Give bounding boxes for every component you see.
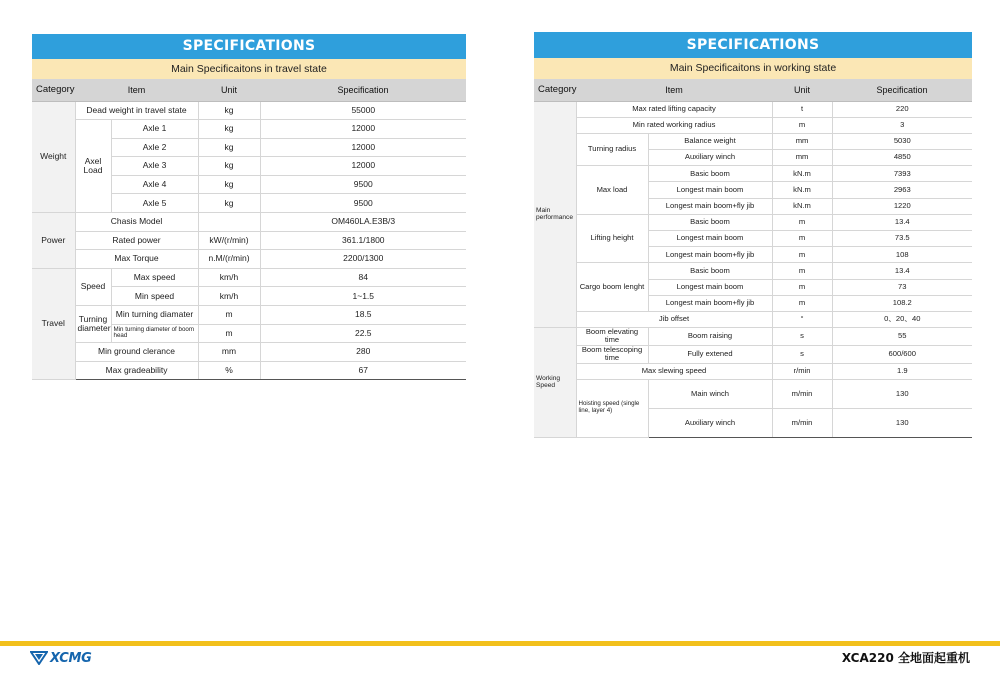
unit-cell: m (772, 247, 832, 263)
spec-value: 55 (832, 328, 972, 346)
model-title: XCA220 全地面起重机 (841, 651, 970, 665)
item-label: Longest main boom+fly jib (648, 247, 772, 263)
subgroup-turning-radius: Turning radius (576, 133, 648, 165)
spec-value: 22.5 (260, 324, 466, 343)
unit-cell: kN.m (772, 198, 832, 214)
unit-cell: t (772, 101, 832, 117)
unit-cell: kW/(r/min) (198, 231, 260, 250)
item-label: Min speed (111, 287, 198, 306)
table-row (32, 213, 466, 232)
table-row (32, 231, 466, 250)
subgroup-speed: Speed (75, 268, 111, 305)
category-main-performance: Main performance (534, 101, 576, 328)
spec-value: 13.4 (832, 214, 972, 230)
subgroup-axel-load: Axel Load (75, 120, 111, 213)
subgroup-cargo-boom-length: Cargo boom lenght (576, 263, 648, 312)
unit-cell: m (772, 263, 832, 279)
item-label: Max slewing speed (576, 363, 772, 379)
spec-value: 18.5 (260, 306, 466, 325)
working-spec-table (534, 79, 972, 438)
table-row (534, 311, 972, 327)
unit-cell: m/min (772, 408, 832, 437)
unit-cell: s (772, 328, 832, 346)
table-row (534, 345, 972, 363)
item-label: Dead weight in travel state (75, 101, 198, 120)
item-label: Boom elevating time (576, 328, 648, 346)
header-unit: Unit (198, 79, 260, 101)
spec-value: 280 (260, 343, 466, 362)
item-label: Axle 3 (111, 157, 198, 176)
category-working-speed: Working Speed (534, 328, 576, 438)
subgroup-turning-diameter: Turning diameter (75, 306, 111, 343)
unit-cell: m (772, 295, 832, 311)
header-item: Item (576, 79, 772, 101)
specifications-banner: SPECIFICATIONS (534, 32, 972, 58)
unit-cell: kg (198, 194, 260, 213)
item-label: Axle 5 (111, 194, 198, 213)
subgroup-lifting-height: Lifting height (576, 214, 648, 263)
item-label: Basic boom (648, 166, 772, 182)
xcmg-logo (30, 650, 92, 666)
unit-cell: km/h (198, 268, 260, 287)
unit-cell: km/h (198, 287, 260, 306)
spec-value: 73 (832, 279, 972, 295)
item-label: Max Torque (75, 250, 198, 269)
spec-value: 12000 (260, 138, 466, 157)
specifications-banner: SPECIFICATIONS (32, 34, 466, 59)
item-label: Max speed (111, 268, 198, 287)
unit-cell: kg (198, 120, 260, 139)
unit-cell: kN.m (772, 166, 832, 182)
unit-cell: m (772, 117, 832, 133)
table-row (32, 343, 466, 362)
item-label: Longest main boom (648, 182, 772, 198)
spec-value: 2200/1300 (260, 250, 466, 269)
unit-cell: m/min (772, 379, 832, 408)
item-label: Longest main boom+fly jib (648, 295, 772, 311)
spec-value: 7393 (832, 166, 972, 182)
unit-cell: m (772, 231, 832, 247)
unit-cell: kg (198, 101, 260, 120)
spec-value: 108.2 (832, 295, 972, 311)
item-label: Max gradeability (75, 361, 198, 380)
unit-cell: kg (198, 175, 260, 194)
header-category: Category (32, 79, 75, 101)
table-row (534, 328, 972, 346)
item-label: Axle 2 (111, 138, 198, 157)
spec-value: 12000 (260, 157, 466, 176)
spec-value: 130 (832, 379, 972, 408)
table-row (534, 101, 972, 117)
spec-value: 73.5 (832, 231, 972, 247)
spec-value: OM460LA.E3B/3 (260, 213, 466, 232)
unit-cell: kg (198, 138, 260, 157)
spec-value: 130 (832, 408, 972, 437)
spec-value: 108 (832, 247, 972, 263)
table-row (534, 133, 972, 149)
item-label: Longest main boom+fly jib (648, 198, 772, 214)
unit-cell: mm (772, 133, 832, 149)
header-specification: Specification (832, 79, 972, 101)
table-header-row (32, 79, 466, 101)
item-label: Max rated lifting capacity (576, 101, 772, 117)
spec-value: 13.4 (832, 263, 972, 279)
working-spec-panel (534, 32, 972, 438)
travel-spec-table (32, 79, 466, 380)
working-state-subtitle: Main Specificaitons in working state (534, 58, 972, 79)
table-row (534, 363, 972, 379)
unit-cell: n.M/(r/min) (198, 250, 260, 269)
unit-cell: m (772, 214, 832, 230)
unit-cell: r/min (772, 363, 832, 379)
item-label: Boom telescoping time (576, 345, 648, 363)
item-sublabel: Boom raising (648, 328, 772, 346)
table-header-row (534, 79, 972, 101)
header-item: Item (75, 79, 198, 101)
item-label: Basic boom (648, 214, 772, 230)
spec-value: 2963 (832, 182, 972, 198)
item-label: Min ground clerance (75, 343, 198, 362)
spec-value: 67 (260, 361, 466, 380)
item-label: Min turning diameter of boom head (111, 324, 198, 343)
item-label: Main winch (648, 379, 772, 408)
item-label: Longest main boom (648, 231, 772, 247)
spec-value: 9500 (260, 175, 466, 194)
spec-value: 0、20、40 (832, 311, 972, 327)
table-row (534, 214, 972, 230)
table-row (32, 120, 466, 139)
table-row (32, 268, 466, 287)
table-row (32, 306, 466, 325)
item-label: Min turning diamater (111, 306, 198, 325)
item-label: Longest main boom (648, 279, 772, 295)
table-row (32, 101, 466, 120)
unit-cell: kg (198, 157, 260, 176)
spec-value: 1.9 (832, 363, 972, 379)
travel-state-subtitle: Main Specificaitons in travel state (32, 59, 466, 79)
travel-spec-panel (32, 34, 466, 380)
spec-value: 84 (260, 268, 466, 287)
item-label: Rated power (75, 231, 198, 250)
table-row (32, 250, 466, 269)
unit-cell: m (772, 279, 832, 295)
item-label: Balance weight (648, 133, 772, 149)
header-unit: Unit (772, 79, 832, 101)
item-label: Auxiliary winch (648, 408, 772, 437)
category-weight: Weight (32, 101, 75, 213)
item-label: Axle 4 (111, 175, 198, 194)
brand-name: XCMG (50, 650, 92, 666)
spec-value: 4850 (832, 150, 972, 166)
unit-cell: ° (772, 311, 832, 327)
header-category: Category (534, 79, 576, 101)
item-label: Jib offset (576, 311, 772, 327)
subgroup-hoisting-speed: Hoisting speed (single line, layer 4) (576, 379, 648, 437)
spec-value: 9500 (260, 194, 466, 213)
spec-value: 600/600 (832, 345, 972, 363)
table-row (534, 166, 972, 182)
unit-cell: m (198, 324, 260, 343)
spec-value: 1~1.5 (260, 287, 466, 306)
item-label: Min rated working radius (576, 117, 772, 133)
item-sublabel: Fully extened (648, 345, 772, 363)
category-power: Power (32, 213, 75, 269)
table-row (32, 361, 466, 380)
table-row (534, 263, 972, 279)
spec-value: 220 (832, 101, 972, 117)
item-label: Axle 1 (111, 120, 198, 139)
spec-value: 55000 (260, 101, 466, 120)
xcmg-mark-icon (30, 651, 48, 665)
spec-value: 3 (832, 117, 972, 133)
unit-cell: kN.m (772, 182, 832, 198)
spec-value: 1220 (832, 198, 972, 214)
spec-value: 12000 (260, 120, 466, 139)
unit-cell: mm (772, 150, 832, 166)
table-row (534, 379, 972, 408)
unit-cell: s (772, 345, 832, 363)
header-specification: Specification (260, 79, 466, 101)
item-label: Basic boom (648, 263, 772, 279)
item-label: Auxiliary winch (648, 150, 772, 166)
category-travel: Travel (32, 268, 75, 380)
subgroup-max-load: Max load (576, 166, 648, 215)
unit-cell: m (198, 306, 260, 325)
item-label: Chasis Model (75, 213, 198, 232)
table-row (534, 117, 972, 133)
unit-cell: mm (198, 343, 260, 362)
footer-accent-bar (0, 641, 1000, 646)
unit-cell: % (198, 361, 260, 380)
spec-value: 5030 (832, 133, 972, 149)
unit-cell (198, 213, 260, 232)
spec-value: 361.1/1800 (260, 231, 466, 250)
